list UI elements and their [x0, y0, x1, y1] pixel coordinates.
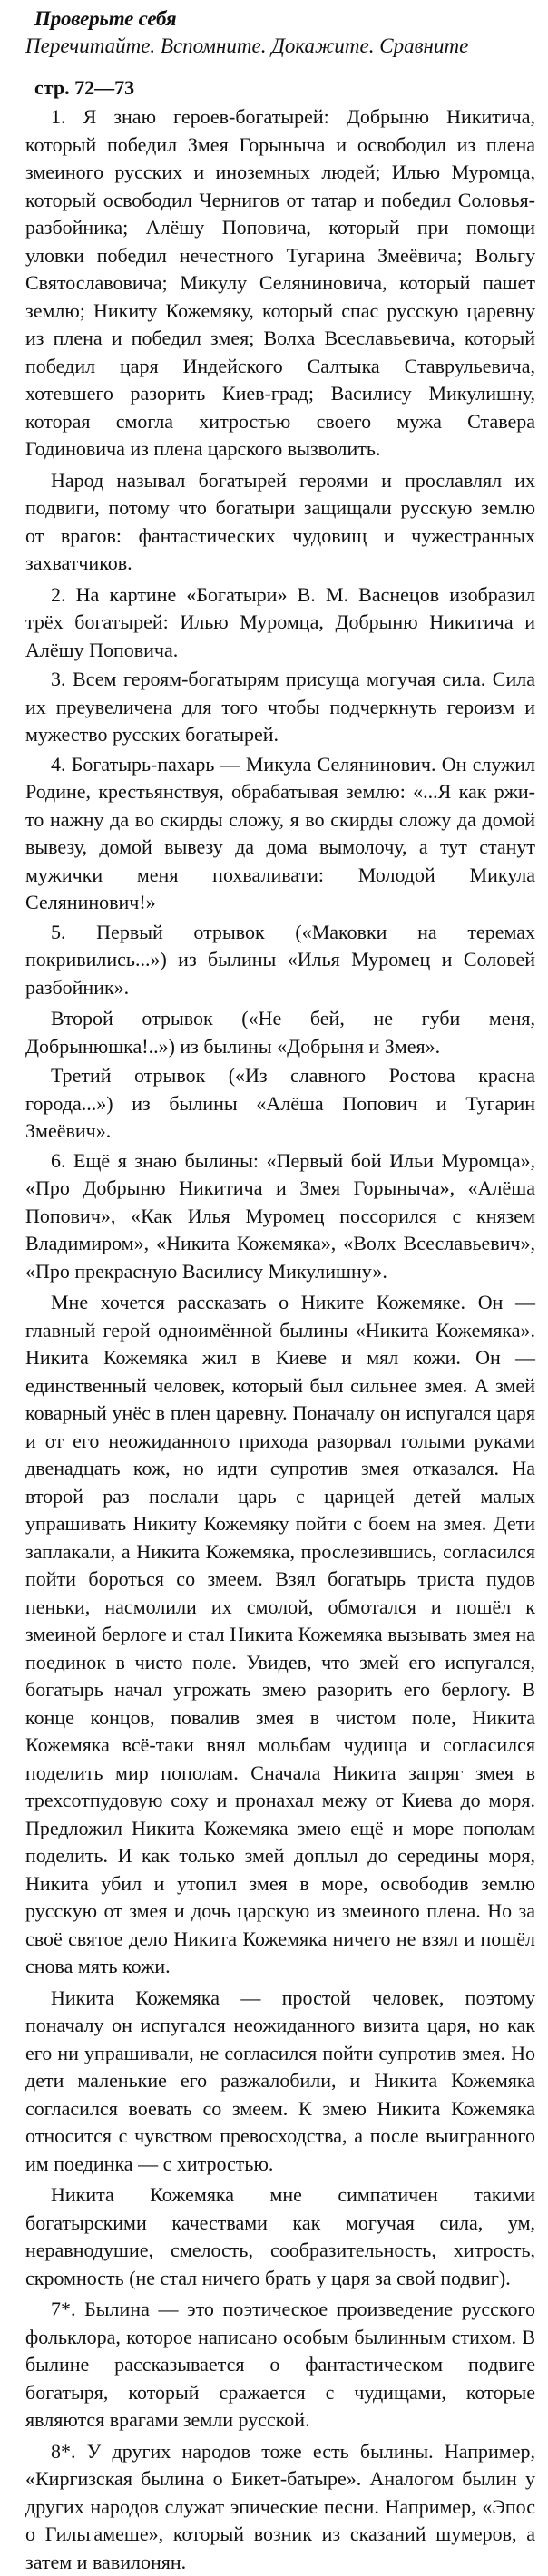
heroes-reason-paragraph: Народ называл богатырей героями и прославлял их подвиги, потому что богатыри защищали русскую землю от врагов: фантастических чудовищ и чужестранных захватчиков.: [25, 467, 535, 578]
kozhemyaka-story-paragraph: Мне хочется рассказать о Никите Кожемяке. Он — главный герой одноимённой былины «Никита Кожемяка». Никита Кожемяка жил в Киеве и мял кожи. Он — единственный человек, который был сильнее змея. А змей коварный унёс в плен царевну. Поначалу он испугался царя и от его неожиданного прихода разорвал голыми руками двенадцать кож, но идти супротив змея отказался. На второй раз послали царь с царицей детей малых упрашивать Никиту Кожемяку пойти с боем на змея. Дети заплакали, а Никита Кожемяка, прослезившись, согласился пойти бороться со змеем. Взял богатырь триста пудов пеньки, насмолили их смолой, обмотался и пошёл к змеиной берлоге и стал Никита Кожемяка вызывать змея на поединок в чисто поле. Увидев, что змей его испугался, богатырь начал угрожать змею разорить его берлогу. В конце концов, повалив змея в чистом поле, Никита Кожемяка всё-таки внял мольбам чудища и согласился поделить мир пополам. Сначала Никита запряг змея в трехсотпудовую соху и пронахал межу от Киева до моря. Предложил Никита Кожемяка змею ещё и море пополам поделить. И как только змей доплыл до середины моря, Никита убил и утопил змея в море, освободив землю русскую от змея и дочь царскую из змеиного плена. Но за своё святое дело Никита Кожемяка ничего не взял и пошёл снова мять кожи.: [25, 1289, 535, 1981]
kozhemyaka-character-paragraph: Никита Кожемяка — простой человек, поэтому поначалу он испугался неожиданного визита царя, но как его ни упрашивали, не согласился пойти супротив змея. Но дети маленькие его разжалобили, и Никита Кожемяка согласился воевать со змеем. К змею Никита Кожемяка относится с чувством превосходства, а после выигранного им поединка — с хитростью.: [25, 1985, 535, 2179]
answer-2-paragraph: 2. На картине «Богатыри» В. М. Васнецов изобразил трёх богатырей: Илью Муромца, Добрыню Никитича и Алёшу Поповича.: [25, 581, 535, 665]
answer-1-paragraph: 1. Я знаю героев-богатырей: Добрыню Никитича, который победил Змея Горыныча и освободил из плена змеиного русских и иноземных людей; Илью Муромца, который освободил Чернигов от татар и победил Соловья-разбойника; Алёшу Поповича, который при помощи уловки победил нечестного Тугарина Змеёвича; Вольгу Святославовича; Микулу Селяниновича, который пашет землю; Никиту Кожемяку, который спас русскую царевну из плена и победил змея; Волха Всеславьевича, который победил царя Индейского Салтыка Ставрульевича, хотевшего разорить Киев-град; Василису Микулишну, которая смогла хитростью своего мужа Ставера Годиновича из плена царского вызволить.: [25, 103, 535, 463]
answer-7-paragraph: 7*. Былина — это поэтическое произведение русского фольклора, которое написано особым былинным стихом. В былине рассказывается о фантастическом подвиге богатыря, который сражается с чудищами, которые являются врагами земли русской.: [25, 2296, 535, 2435]
section-title: Проверьте себя: [34, 5, 535, 33]
section-header: [25, 5, 535, 60]
answer-6-paragraph: 6. Ещё я знаю былины: «Первый бой Ильи Муромца», «Про Добрыню Никитича и Змея Горыныча», «Алёша Попович», «Как Илья Муромец поссорился с князем Владимиром», «Никита Кожемяка», «Волх Всеславьевич», «Про прекрасную Василису Микулишну».: [25, 1147, 535, 1286]
answer-5-paragraph: 5. Первый отрывок («Маковки на теремах покривились...») из былины «Илья Муромец и Соловей разбойник».: [25, 919, 535, 1002]
answer-text: [25, 103, 535, 2576]
answer-4-paragraph: 4. Богатырь-пахарь — Микула Селянинович. Он служил Родине, крестьянствуя, обрабатывая землю: «...Я как ржи-то нажну да во скирды сложу, я во скирды сложу да домой вывезу, домой вывезу да дома вымолочу, а тут станут мужички меня похваливати: Молодой Микула Селянинович!»: [25, 751, 535, 917]
section-subtitle: Перечитайте. Вспомните. Докажите. Сравните: [25, 33, 535, 60]
answer-8-paragraph: 8*. У других народов тоже есть былины. Например, «Киргизская былина о Бикет-батыре». Аналогом былин у других народов служат эпические песни. Например, «Эпос о Гильгамеше», который возник из сказаний шумеров, а затем и вавилонян.: [25, 2438, 535, 2576]
second-excerpt-paragraph: Второй отрывок («Не бей, не губи меня, Добрынюшка!..») из былины «Добрыня и Змея».: [25, 1005, 535, 1060]
page-reference: стр. 72—73: [34, 74, 535, 102]
third-excerpt-paragraph: Третий отрывок («Из славного Ростова красна города...») из былины «Алёша Попович и Тугарин Змеёвич».: [25, 1062, 535, 1146]
kozhemyaka-qualities-paragraph: Никита Кожемяка мне симпатичен такими богатырскими качествами как могучая сила, ум, неравнодушие, смелость, сообразительность, хитрость, скромность (не стал ничего брать у царя за свой подвиг).: [25, 2181, 535, 2292]
answer-3-paragraph: 3. Всем героям-богатырям присуща могучая сила. Сила их преувеличена для того чтобы подчеркнуть героизм и мужество русских богатырей.: [25, 666, 535, 749]
